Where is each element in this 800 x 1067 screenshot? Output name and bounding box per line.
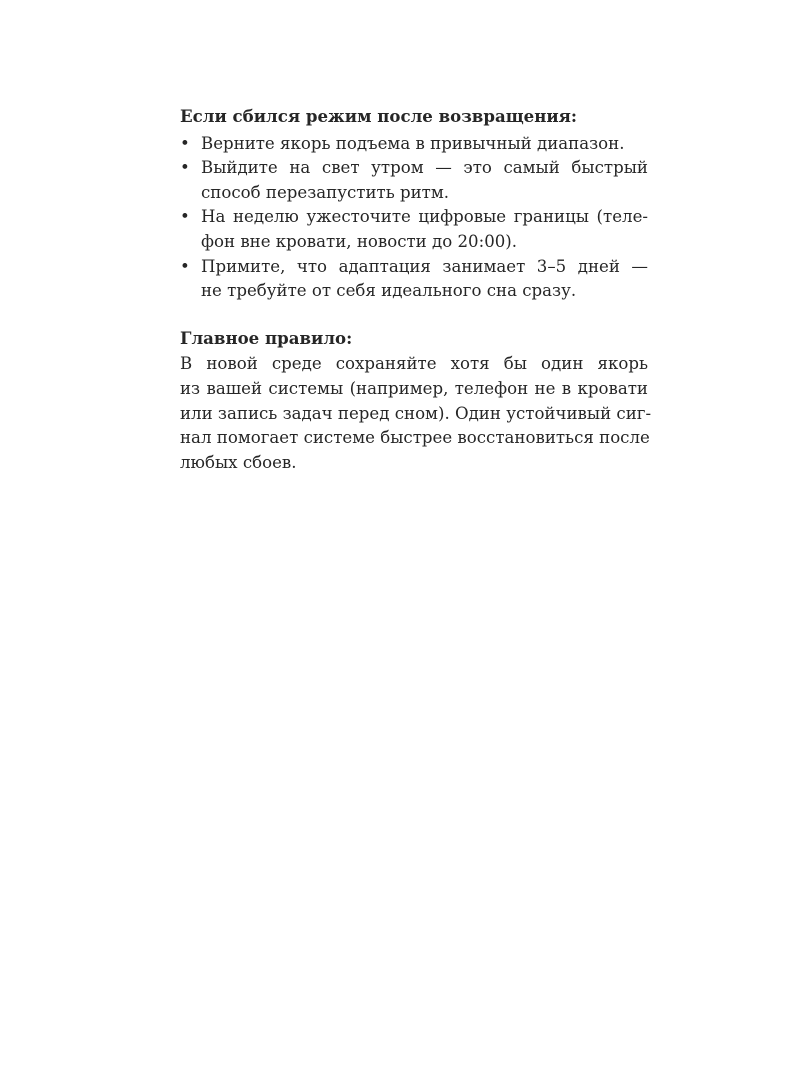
bullet-icon: • [180, 133, 190, 153]
bullet-list [180, 132, 648, 304]
paragraph-line: нал помогает системе быстрее восстановиться после [180, 428, 650, 448]
section-heading-regime: Если сбился режим после возвращения: [180, 106, 578, 126]
list-item-line: не требуйте от себя идеального сна сразу. [201, 281, 577, 301]
list-item [180, 255, 648, 304]
section-heading-main-rule: Главное правило: [180, 327, 353, 348]
main-rule-paragraph [180, 352, 652, 475]
paragraph-line: В новой среде сохраняйте хотя бы один якорь [180, 354, 648, 374]
bullet-icon: • [180, 256, 190, 276]
list-item-line: способ перезапустить ритм. [201, 182, 450, 202]
paragraph-line: любых сбоев. [180, 452, 297, 472]
list-item-line: На неделю ужесточите цифровые границы (теле- [201, 207, 648, 227]
list-item [180, 205, 648, 254]
list-item-line: Верните якорь подъема в привычный диапазон. [201, 133, 625, 153]
list-item-line: Выйдите на свет утром — это самый быстрый [201, 158, 648, 178]
list-item-line: Примите, что адаптация занимает 3–5 дней — [201, 256, 648, 276]
paragraph-line: из вашей системы (например, телефон не в кровати [180, 378, 648, 398]
list-item [180, 156, 648, 205]
bullet-icon: • [180, 207, 190, 227]
list-item-line: фон вне кровати, новости до 20:00). [201, 231, 518, 251]
bullet-icon: • [180, 158, 190, 178]
paragraph-line: или запись задач перед сном). Один устойчивый сиг- [180, 403, 652, 423]
page-content [180, 104, 652, 475]
list-item [180, 132, 648, 157]
